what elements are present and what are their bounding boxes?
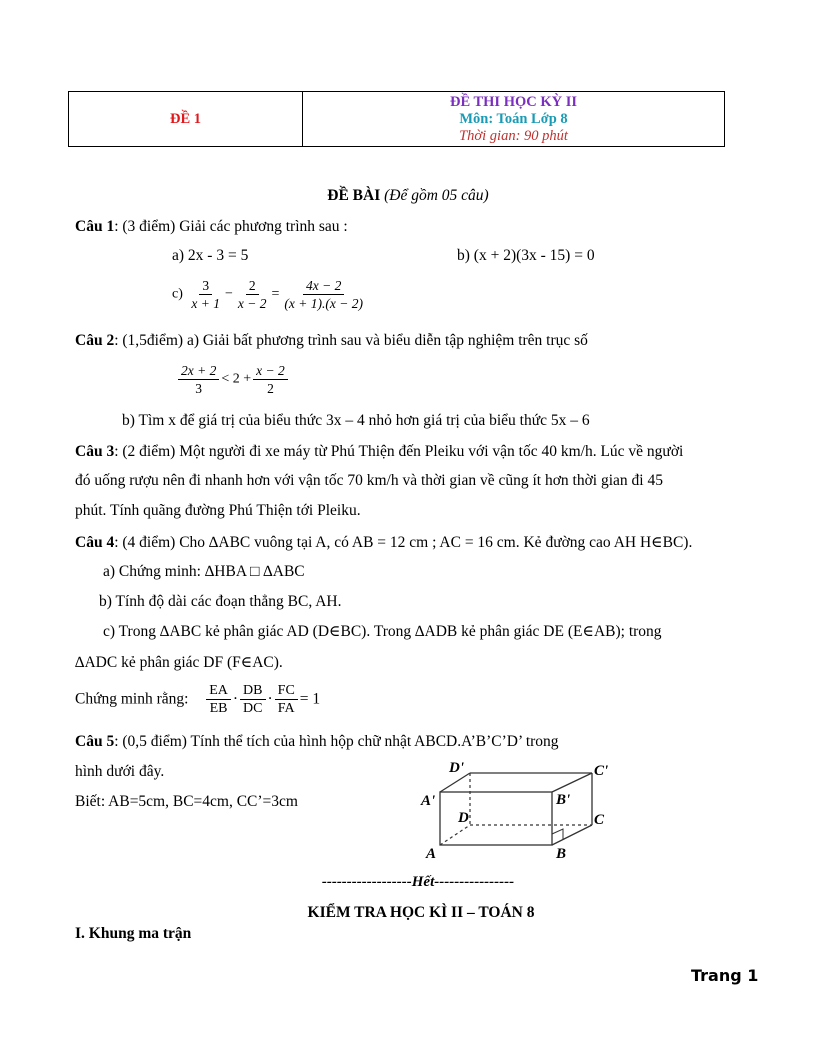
label-C: C xyxy=(594,812,605,828)
q4-line-1 xyxy=(75,533,692,552)
q2-f1-num: 2x + 2 xyxy=(178,362,219,380)
q5-line-2: hình dưới đây. xyxy=(75,763,165,780)
page-number: Trang 1 xyxy=(691,966,759,985)
header-left-cell xyxy=(69,92,303,146)
q4-f1-den: EB xyxy=(209,701,228,716)
q1-c-fraction-1 xyxy=(188,277,223,312)
q4-a: a) Chứng minh: ∆HBA □ ∆ABC xyxy=(103,563,305,580)
q4-fraction-2 xyxy=(240,682,265,717)
q2-fraction-1 xyxy=(178,362,219,397)
q1-c-f1-num: 3 xyxy=(199,277,212,295)
q2-f1-den: 3 xyxy=(195,381,203,396)
label-A: A xyxy=(426,846,437,862)
end-separator-text: ------------------Hết---------------- xyxy=(321,874,515,890)
q4-label: Câu 4 xyxy=(75,534,115,551)
q2-line xyxy=(75,332,588,350)
q3-line-1 xyxy=(75,443,683,461)
exam-subject: Môn: Toán Lớp 8 xyxy=(459,110,568,127)
q1-c-fraction-3 xyxy=(281,277,366,312)
q4-b: b) Tính độ dài các đoạn thẳng BC, AH. xyxy=(99,593,342,610)
q1-a: a) 2x - 3 = 5 xyxy=(172,247,249,264)
q3-line-2: đó uống rượu nên đi nhanh hơn với vận tốc 70 km/h và thời gian về cũng ít hơn thời gian đi 45 xyxy=(75,472,663,489)
q1-c-minus: − xyxy=(225,286,233,302)
label-B: B xyxy=(556,846,567,862)
q1-c-f2-num: 2 xyxy=(246,277,259,295)
q2-text: : (1,5điểm) a) Giải bất phương trình sau và biểu diễn tập nghiệm trên trục số xyxy=(114,332,588,349)
q1-c xyxy=(172,277,368,312)
header-table xyxy=(68,91,725,147)
q4-dot-2: · xyxy=(267,690,273,708)
exam-title: ĐỀ THI HỌC KỲ II xyxy=(449,93,578,110)
label-Cprime: C' xyxy=(594,763,609,779)
q4-f1-num: EA xyxy=(206,682,231,700)
q4-dot-1: · xyxy=(232,690,239,708)
q1-c-equals: = xyxy=(271,286,280,302)
q2-fraction-2 xyxy=(253,362,288,397)
q1-c-f3-den: (x + 1).(x − 2) xyxy=(284,296,363,311)
q1-c-label: c) xyxy=(172,286,183,302)
q1-b: b) (x + 2)(3x - 15) = 0 xyxy=(457,247,595,264)
q5-label: Câu 5 xyxy=(75,733,115,750)
q4-f3-num: FC xyxy=(275,682,298,700)
q4-fraction-3 xyxy=(275,682,298,717)
q1-c-fraction-2 xyxy=(235,277,270,312)
q2-mid: < 2 + xyxy=(221,371,252,387)
q2-f2-den: 2 xyxy=(267,381,274,396)
q2-f2-num: x − 2 xyxy=(253,362,288,380)
exam-time: Thời gian: 90 phút xyxy=(459,127,568,144)
q3-label: Câu 3 xyxy=(75,443,115,460)
q5-line-1 xyxy=(75,733,559,751)
exam-number: ĐỀ 1 xyxy=(169,110,202,127)
end-separator xyxy=(0,874,816,891)
label-D: D xyxy=(458,810,469,826)
problem-heading-italic: (Để gồm 05 câu) xyxy=(384,187,489,204)
q1-c-f1-den: x + 1 xyxy=(191,296,220,311)
q5-line-3: Biết: AB=5cm, BC=4cm, CC’=3cm xyxy=(75,793,298,810)
front-face xyxy=(440,792,552,845)
q1-text: : (3 điểm) Giải các phương trình sau : xyxy=(114,218,348,235)
section-heading: I. Khung ma trận xyxy=(75,925,192,942)
header-right-cell xyxy=(303,92,724,146)
edge-BC xyxy=(552,825,592,845)
q4-prove-label: Chứng minh rằng: xyxy=(75,690,189,708)
right-angle-marker xyxy=(552,829,563,840)
q2-label: Câu 2 xyxy=(75,332,115,349)
q1-label: Câu 1 xyxy=(75,218,115,235)
q2-b: b) Tìm x để giá trị của biểu thức 3x – 4 nhỏ hơn giá trị của biểu thức 5x – 6 xyxy=(122,412,590,429)
q3-text: : (2 điểm) Một người đi xe máy từ Phú Thiện đến Pleiku với vận tốc 40 km/h. Lúc về người xyxy=(114,443,684,460)
q4-result: = 1 xyxy=(299,690,321,708)
q5-text: : (0,5 điểm) Tính thể tích của hình hộp chữ nhật ABCD.A’B’C’D’ trong xyxy=(114,733,559,750)
q4-f3-den: FA xyxy=(277,701,295,716)
q1-line xyxy=(75,218,348,236)
q4-c-line-2: ∆ADC kẻ phân giác DF (F∈AC). xyxy=(75,654,283,671)
edge-BpCp xyxy=(552,773,592,792)
q4-prove xyxy=(75,682,320,717)
q2-inequality xyxy=(176,362,290,397)
q1-c-f2-den: x − 2 xyxy=(237,296,267,311)
q4-text: : (4 điểm) Cho ∆ABC vuông tại A, có AB = 12 cm ; AC = 16 cm. Kẻ đường cao AH H∈BC). xyxy=(114,534,693,551)
q4-fraction-1 xyxy=(206,682,231,717)
section-title: KIỂM TRA HỌC KÌ II – TOÁN 8 xyxy=(307,904,535,921)
label-Aprime: A' xyxy=(421,793,436,809)
q4-f2-num: DB xyxy=(240,682,265,700)
q3-line-3: phút. Tính quãng đường Phú Thiện tới Pleiku. xyxy=(75,502,361,519)
label-Dprime: D' xyxy=(449,760,464,776)
label-Bprime: B' xyxy=(556,792,571,808)
edge-AD xyxy=(440,825,470,845)
q4-f2-den: DC xyxy=(243,701,263,716)
q1-c-f3-num: 4x − 2 xyxy=(303,277,344,295)
problem-heading-bold: ĐỀ BÀI xyxy=(327,187,381,204)
problem-heading xyxy=(0,187,816,205)
q4-c-line-1: c) Trong ∆ABC kẻ phân giác AD (D∈BC). Trong ∆ADB kẻ phân giác DE (E∈AB); trong xyxy=(103,623,662,640)
